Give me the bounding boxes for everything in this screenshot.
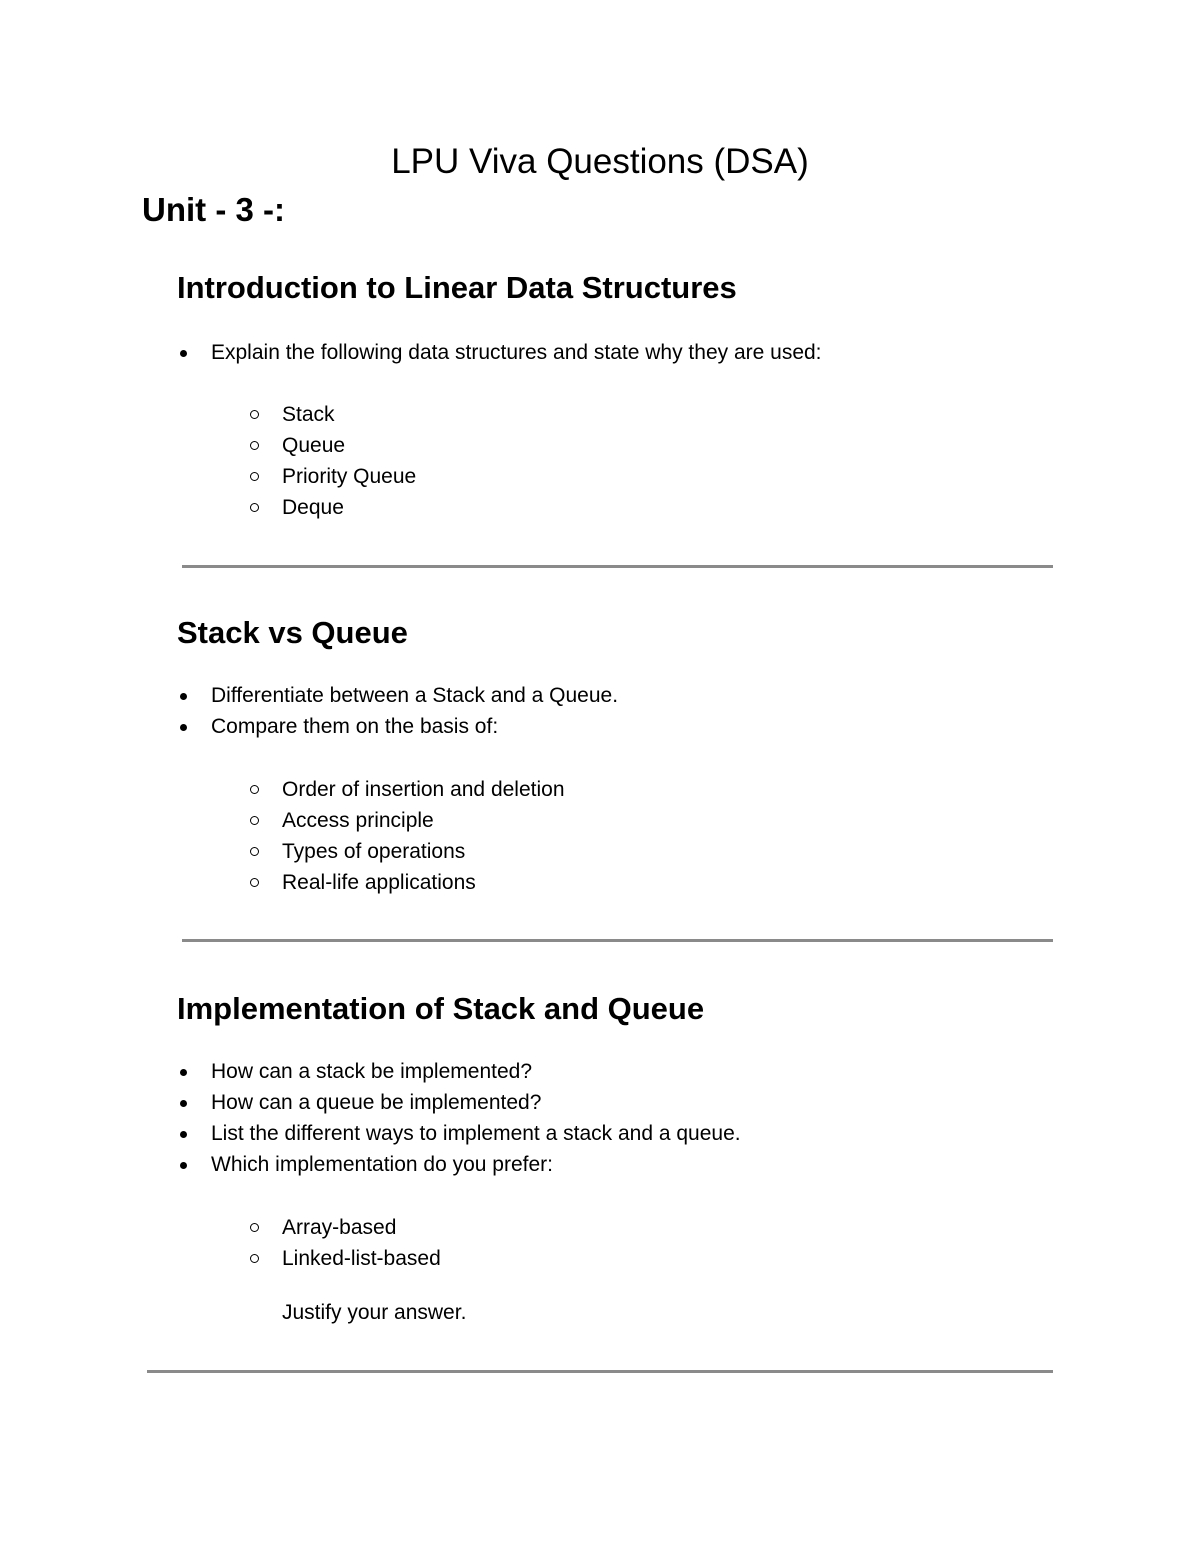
- page-title: LPU Viva Questions (DSA): [391, 142, 809, 181]
- sub-list-item: [248, 836, 565, 867]
- implementation-question-list: [177, 1056, 741, 1180]
- sub-list-item-text: Priority Queue: [282, 465, 417, 488]
- bullet-icon: [180, 724, 187, 731]
- list-item: [177, 337, 822, 368]
- sub-list-item: [248, 430, 416, 461]
- bullet-icon: [180, 693, 187, 700]
- list-item-text: List the different ways to implement a stack and a queue.: [211, 1122, 741, 1145]
- hollow-bullet-icon: [250, 441, 259, 450]
- list-item-text: Explain the following data structures and state why they are used:: [211, 341, 822, 364]
- section-divider: [147, 1370, 1053, 1373]
- hollow-bullet-icon: [250, 816, 259, 825]
- sub-list-item: [248, 461, 416, 492]
- list-item: [177, 711, 618, 742]
- stack-vs-queue-subitem-list: [248, 774, 565, 898]
- sub-list-item: [248, 867, 565, 898]
- list-item: [177, 1087, 741, 1118]
- section-heading-intro: Introduction to Linear Data Structures: [177, 270, 737, 305]
- sub-list-item-text: Types of operations: [282, 840, 466, 863]
- sub-list-item: [248, 805, 565, 836]
- section-heading-stack-vs-queue: Stack vs Queue: [177, 615, 408, 650]
- hollow-bullet-icon: [250, 503, 259, 512]
- sub-list-item-text: Queue: [282, 434, 346, 457]
- hollow-bullet-icon: [250, 785, 259, 794]
- sub-list-item: [248, 774, 565, 805]
- list-item-text: Compare them on the basis of:: [211, 715, 499, 738]
- sub-list-item-text: Deque: [282, 496, 344, 519]
- intro-question-list: [177, 337, 822, 368]
- sub-list-item: [248, 492, 416, 523]
- list-item: [177, 680, 618, 711]
- hollow-bullet-icon: [250, 410, 259, 419]
- sub-list-item: [248, 399, 416, 430]
- bullet-icon: [180, 1162, 187, 1169]
- list-item: [177, 1056, 741, 1087]
- implementation-subitem-list: [248, 1212, 441, 1274]
- list-item-text: How can a stack be implemented?: [211, 1060, 532, 1083]
- sub-list-item-text: Linked-list-based: [282, 1247, 441, 1270]
- list-item-text: Differentiate between a Stack and a Queue.: [211, 684, 619, 707]
- bullet-icon: [180, 1100, 187, 1107]
- sub-list-item-text: Real-life applications: [282, 871, 476, 894]
- list-item-text: How can a queue be implemented?: [211, 1091, 542, 1114]
- sub-list-item-text: Stack: [282, 403, 335, 426]
- hollow-bullet-icon: [250, 1254, 259, 1263]
- sub-list-item-text: Order of insertion and deletion: [282, 778, 565, 801]
- bullet-icon: [180, 1131, 187, 1138]
- hollow-bullet-icon: [250, 1223, 259, 1232]
- justify-note: Justify your answer.: [282, 1301, 467, 1324]
- sub-list-item-text: Access principle: [282, 809, 434, 832]
- intro-subitem-list: [248, 399, 416, 523]
- stack-vs-queue-question-list: [177, 680, 618, 742]
- section-divider: [182, 939, 1053, 942]
- section-heading-implementation: Implementation of Stack and Queue: [177, 991, 705, 1026]
- hollow-bullet-icon: [250, 847, 259, 856]
- unit-heading: Unit - 3 -:: [142, 191, 285, 228]
- list-item-text: Which implementation do you prefer:: [211, 1153, 553, 1176]
- hollow-bullet-icon: [250, 472, 259, 481]
- sub-list-item-text: Array-based: [282, 1216, 397, 1239]
- hollow-bullet-icon: [250, 878, 259, 887]
- section-divider: [182, 565, 1053, 568]
- sub-list-item: [248, 1212, 441, 1243]
- list-item: [177, 1149, 741, 1180]
- bullet-icon: [180, 1069, 187, 1076]
- sub-list-item: [248, 1243, 441, 1274]
- list-item: [177, 1118, 741, 1149]
- bullet-icon: [180, 350, 187, 357]
